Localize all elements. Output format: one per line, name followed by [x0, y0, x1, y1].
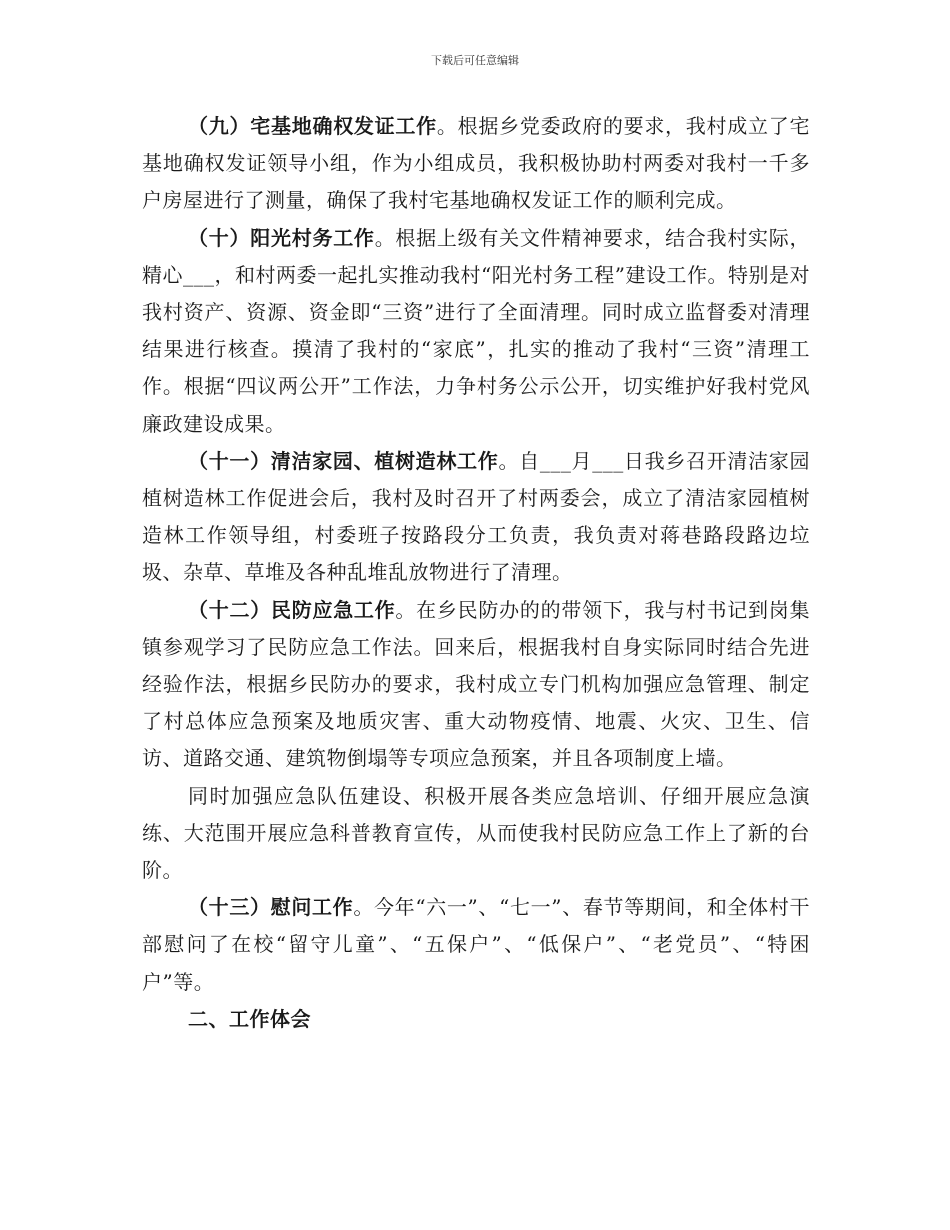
paragraph-heading: （十二）民防应急工作 — [188, 597, 396, 622]
paragraph-heading: （十一）清洁家园、植树造林工作 — [188, 448, 499, 473]
paragraph-heading: （十）阳光村务工作 — [188, 225, 375, 250]
paragraph-heading: （十三）慰问工作 — [188, 895, 354, 920]
page-header: 下载后可任意编辑 — [431, 54, 519, 67]
paragraph-village-affairs — [142, 220, 810, 443]
section-title: 二、工作体会 — [188, 1006, 311, 1031]
paragraph-emergency-team — [142, 778, 810, 890]
paragraph-text: 。根据乡党委政府的要求，我村成立了宅基地确权发证领导小组，作为小组成员，我积极协助村两委对我村一千多户房屋进行了测量，确保了我村宅基地确权发证工作的顺利完成。 — [142, 114, 811, 213]
paragraph-text: 。今年“六一”、“七一”、春节等期间，和全体村干部慰问了在校“留守儿童”、“五保户”、“低保户”、“老党员”、“特困户”等。 — [142, 895, 811, 994]
paragraph-civil-defense — [142, 592, 810, 778]
paragraph-text: 。自___月___日我乡召开清洁家园植树造林工作促进会后，我村及时召开了村两委会，成立了清洁家园植树造林工作领导组，村委班子按路段分工负责，我负责对蒋巷路段路边垃圾、杂草、草堆及各种乱堆乱放物进行了清理。 — [142, 448, 811, 585]
paragraph-heading: （九）宅基地确权发证工作 — [188, 114, 437, 138]
paragraph-text: 同时加强应急队伍建设、积极开展各类应急培训、仔细开展应急演练、大范围开展应急科普教育宣传，从而使我村民防应急工作上了新的台阶。 — [142, 783, 810, 883]
paragraph-text: 。在乡民防办的的带领下，我与村书记到岗集镇参观学习了民防应急工作法。回来后，根据我村自身实际同时结合先进经验作法，根据乡民防办的要求，我村成立专门机构加强应急管理、制定了村总体应急预案及地质灾害、重大动物疫情、地震、火灾、卫生、信访、道路交通、建筑物倒塌等专项应急预案，并且各项制度上墙。 — [142, 597, 811, 771]
paragraph-homestead — [142, 108, 810, 220]
paragraph-clean-homeland — [142, 443, 810, 592]
document-body — [142, 108, 810, 1038]
paragraph-condolence — [142, 889, 810, 1001]
paragraph-text: 。根据上级有关文件精神要求，结合我村实际，精心___，和村两委一起扎实推动我村“阳光村务工程”建设工作。特别是对我村资产、资源、资金即“三资”进行了全面清理。同时成立监督委对清理结果进行核查。摸清了我村的“家底”，扎实的推动了我村“三资”清理工作。根据“四议两公开”工作法，力争村务公示公开，切实维护好我村党风廉政建设成果。 — [142, 225, 811, 436]
